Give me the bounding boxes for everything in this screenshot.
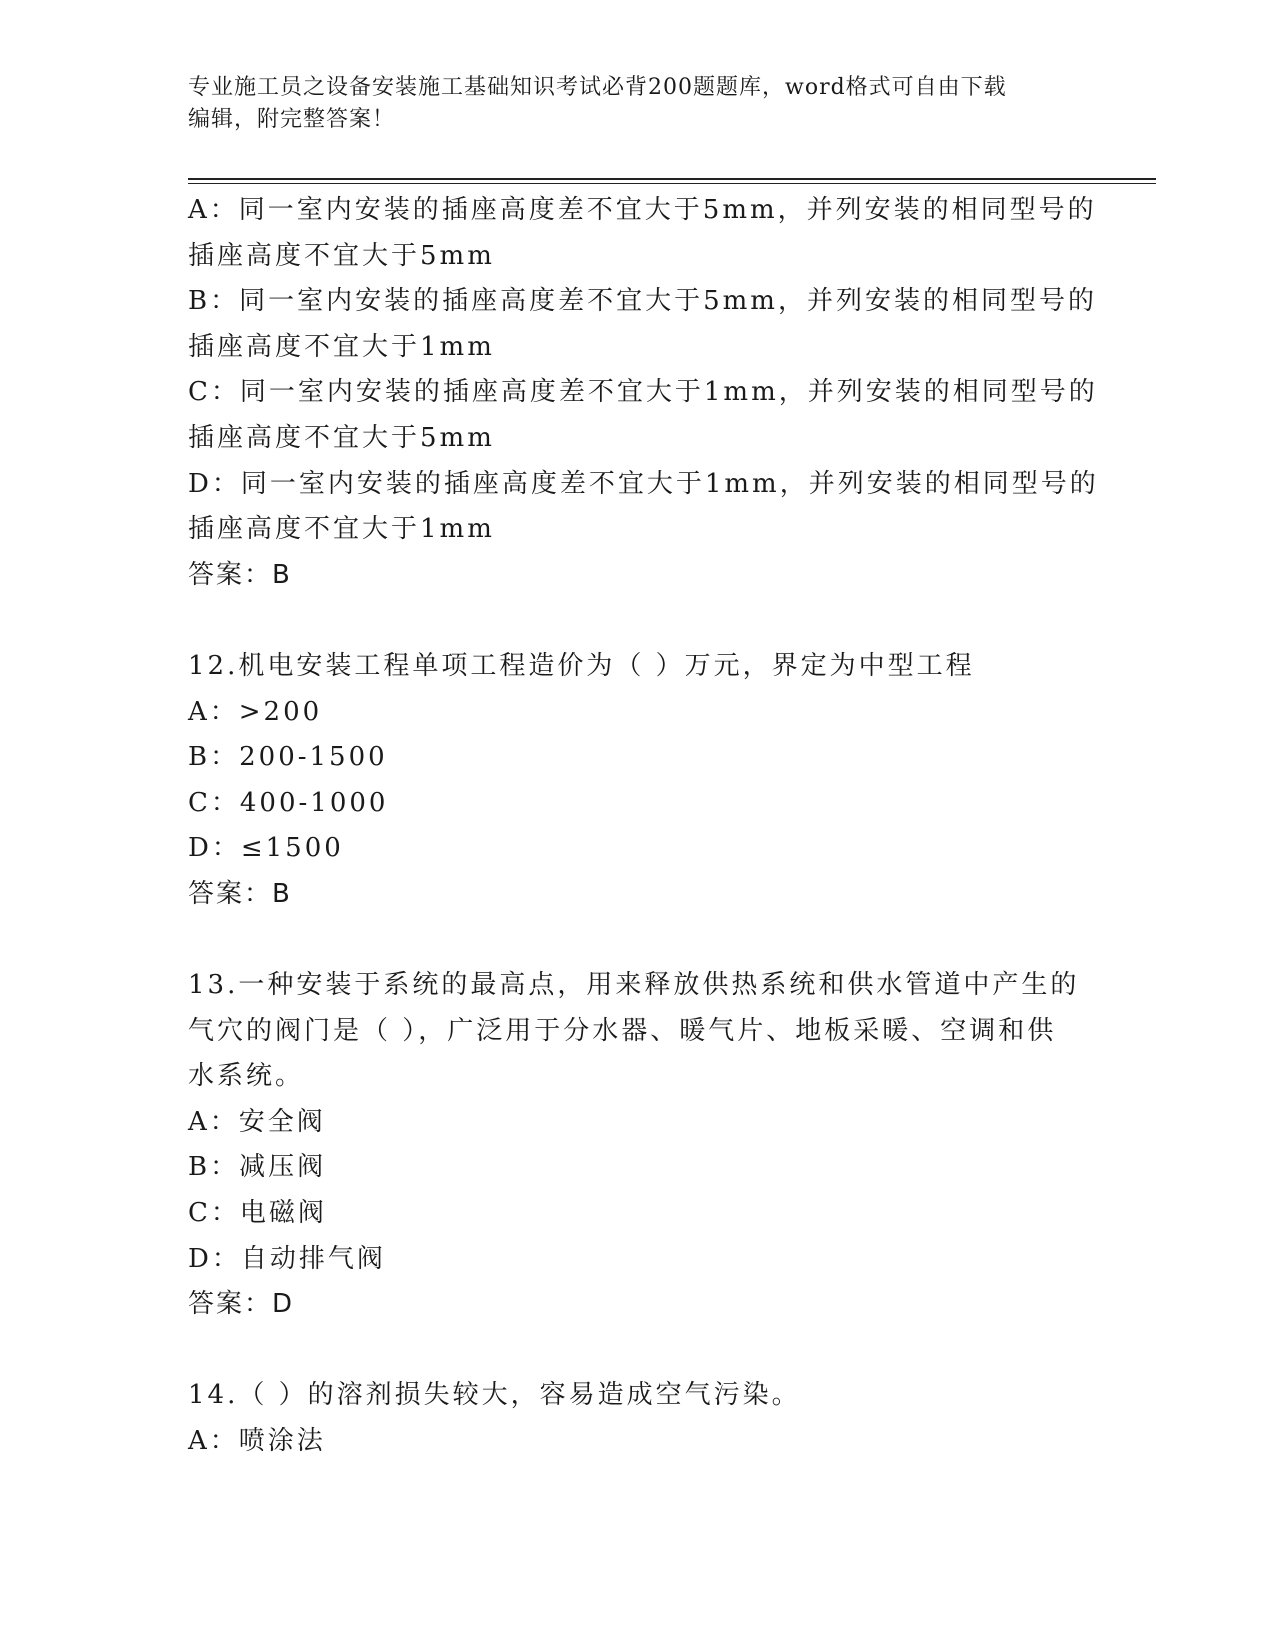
option-b-line-1: B：同一室内安装的插座高度差不宜大于5mm，并列安装的相同型号的 [188,286,1097,317]
option-a: A：>200 [188,696,323,727]
question-stem-line-1: 13.一种安装于系统的最高点，用来释放供热系统和供水管道中产生的 [188,970,1080,1001]
spacer [188,598,1088,644]
option-a: A：安全阀 [188,1106,326,1137]
header-rule-thick [188,178,1156,180]
option-b: B：200-1500 [188,742,388,773]
option-d-line-1: D：同一室内安装的插座高度差不宜大于1mm，并列安装的相同型号的 [188,468,1099,499]
option-d: D：≤1500 [188,833,344,864]
option-a-line-2: 插座高度不宜大于5mm [188,240,495,271]
spacer [188,1328,1088,1374]
option-c-line-2: 插座高度不宜大于5mm [188,422,495,453]
header-rule-thin [188,183,1156,184]
option-b: B：减压阀 [188,1152,327,1183]
question-content [188,188,1099,1465]
option-d-line-2: 插座高度不宜大于1mm [188,514,495,545]
answer-line: 答案：D [188,1289,295,1320]
option-c: C：电磁阀 [188,1198,327,1229]
option-c-line-1: C：同一室内安装的插座高度差不宜大于1mm，并列安装的相同型号的 [188,377,1098,408]
question-stem-line-2: 气穴的阀门是（ ），广泛用于分水器、暖气片、地板采暖、空调和供 [188,1015,1057,1046]
spacer [188,918,1088,964]
option-a: A：喷涂法 [188,1426,326,1457]
header-line-2: 编辑，附完整答案！ [188,107,396,132]
document-header [188,72,1068,136]
option-d: D：自动排气阀 [188,1243,386,1274]
question-stem: 14.（ ）的溶剂损失较大，容易造成空气污染。 [188,1380,801,1411]
question-13 [188,963,1088,1328]
question-14 [188,1373,1088,1464]
option-b-line-2: 插座高度不宜大于1mm [188,331,495,362]
question-11-options [188,188,1099,598]
question-stem: 12.机电安装工程单项工程造价为（ ）万元，界定为中型工程 [188,650,975,681]
answer-line: 答案：B [188,559,292,590]
option-c: C：400-1000 [188,787,389,818]
question-12 [188,644,1088,918]
option-a-line-1: A：同一室内安装的插座高度差不宜大于5mm，并列安装的相同型号的 [188,195,1097,225]
header-line-1: 专业施工员之设备安装施工基础知识考试必背200题题库，word格式可自由下载 [188,75,1007,100]
answer-line: 答案：B [188,878,292,909]
question-stem-line-3: 水系统。 [188,1061,305,1092]
